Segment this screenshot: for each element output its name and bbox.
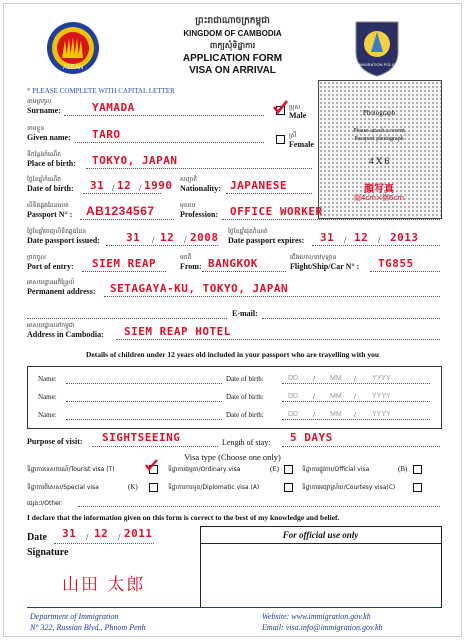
entry-label: Port of entry: [27,262,74,271]
permanent-label: Permanent address: [27,287,96,296]
stay-value[interactable]: 5 DAYS [290,431,333,444]
photo-kanji: 顔写真 [364,184,394,195]
pob-line [86,168,312,169]
header-khmer-form: ពាក្យសុំទិដ្ឋាការ [209,41,256,50]
male-label: Male [289,111,307,120]
child-2-name-line [66,401,222,402]
email-line-left [27,318,227,319]
visa-official-code: (B) [398,465,408,473]
child-2-yyyy[interactable]: YYYY [372,393,391,400]
flight-value[interactable]: TG855 [378,257,414,270]
visa-diplomatic-checkbox[interactable] [284,483,293,492]
nationality-label: Nationality: [180,184,221,193]
issued-slash-1: / [152,235,155,245]
profession-khmer: មុខរបរ [180,202,196,209]
expires-year[interactable]: 2013 [390,231,419,244]
visa-special-label: ទិដ្ឋាការពិសេស/Special visa [27,484,99,491]
visa-special-checkbox[interactable] [149,483,158,492]
entry-khmer: ច្រកចូល [27,254,46,261]
stay-line [282,446,440,447]
given-label: Given name: [27,133,71,142]
dob-month[interactable]: 12 [117,179,132,192]
pob-label: Place of birth: [27,159,76,168]
official-use-label: For official use only [282,530,359,540]
date-day[interactable]: 31 [62,527,77,540]
male-khmer: ប្រុស [289,104,301,111]
issued-day[interactable]: 31 [126,231,141,244]
form-title: APPLICATION FORM [182,53,283,64]
visa-heading: Visa type (Choose one only) [184,452,281,462]
from-label: From: [180,262,202,271]
flight-khmer: ជើងហោះ/នាវា/ឡាន [290,254,337,261]
dob-khmer: ថ្ងៃខែឆ្នាំកំណើត [27,176,61,183]
child-3-slash-2: / [354,411,356,419]
permanent-khmer: អាសយដ្ឋានអចិន្ត្រៃយ៍ [27,279,75,286]
passport-line [80,219,174,220]
visa-ordinary-label: ទិដ្ឋាការធម្មតា/Ordinary visa [168,466,241,473]
children-heading: Details of children under 12 years old included in your passport who are travelling with you [85,350,379,359]
expires-month[interactable]: 12 [354,231,369,244]
stay-label: Length of stay: [222,438,271,447]
permanent-value[interactable]: SETAGAYA-KU, TOKYO, JAPAN [110,282,289,295]
child-2-dob-label: Date of birth: [226,393,264,401]
child-3-yyyy[interactable]: YYYY [372,411,391,418]
from-khmer: មកពី [180,254,192,261]
purpose-value[interactable]: SIGHTSEEING [102,431,181,444]
child-3-dob-label: Date of birth: [226,411,264,419]
footer-rule [27,607,440,608]
address-cambodia-line [116,339,440,340]
declaration: I declare that the information given on this form is correct to the best of my knowledge and belief. [27,513,340,522]
signature-value[interactable]: 山田 太郎 [62,575,146,595]
visa-courtesy-label: ទិដ្ឋាការអធ្យាស្រ័យ/Courtesy visa(C) [302,484,396,491]
visa-ordinary-checkbox[interactable] [284,465,293,474]
child-3-name-label: Name: [38,411,57,419]
profession-line [222,219,440,220]
address-cambodia-label: Address in Cambodia: [27,330,104,339]
date-label: Date [27,532,47,543]
dob-slash-2: / [139,183,142,193]
capital-letter-notice: * PLEASE COMPLETE WITH CAPITAL LETTER [27,87,175,95]
child-2-name-label: Name: [38,393,57,401]
email-line-right [262,318,440,319]
tourist-checkmark-icon [144,458,158,472]
dob-line [83,193,161,194]
signature-label: Signature [27,547,69,558]
issued-slash-2: / [184,235,187,245]
issued-khmer: ថ្ងៃខែឆ្នាំចេញលិខិតឆ្លងដែន [27,228,87,235]
profession-value[interactable]: OFFICE WORKER [230,205,323,218]
date-month[interactable]: 12 [94,527,109,540]
email-label: E-mail: [232,309,258,318]
visa-official-checkbox[interactable] [413,465,422,474]
dob-day[interactable]: 31 [90,179,105,192]
visa-official-label: ទិដ្ឋាការផ្លូវការ/Official visa [302,466,370,473]
pob-khmer: ទីកន្លែងកំណើត [27,151,61,158]
asean-text: ASEAN [62,65,84,71]
header-khmer-kingdom: ព្រះរាជាណាចក្រកម្ពុជា [195,16,270,26]
child-1-mm[interactable]: MM [330,375,342,382]
photo-size-jp: 縦4cm×横6cm [353,194,405,202]
profession-label: Profession: [180,210,219,219]
surname-line [64,115,264,116]
nationality-khmer: សញ្ជាតិ [180,176,198,183]
child-1-yyyy[interactable]: YYYY [372,375,391,382]
child-2-dob-line [282,401,430,402]
visa-ordinary-code: (E) [270,465,279,473]
visa-courtesy-checkbox[interactable] [413,483,422,492]
passport-label: Passport N° : [27,210,73,219]
child-2-dd[interactable]: DD [288,393,299,400]
purpose-line [92,446,218,447]
surname-khmer: នាមត្រកូល [27,98,52,105]
nationality-value[interactable]: JAPANESE [230,179,287,192]
footer-email[interactable]: Email: visa.info@immigration.gov.kh [262,623,383,632]
issued-year[interactable]: 2008 [190,231,219,244]
child-2-mm[interactable]: MM [330,393,342,400]
photo-note-2: Passport photograph [354,136,404,142]
given-value[interactable]: TARO [92,128,121,141]
child-1-slash-1: / [313,375,315,383]
surname-value[interactable]: YAMADA [92,101,135,114]
given-line [75,142,264,143]
visa-other-line [78,506,440,507]
from-line [202,271,286,272]
nationality-line [226,193,312,194]
flight-label: Flight/Ship/Car N° : [290,262,360,271]
expires-line [312,245,440,246]
address-cambodia-value[interactable]: SIEM REAP HOTEL [124,325,231,338]
visa-tourist-label: ទិដ្ឋាការទេសចរណ៍/Tourist visa (T) [27,466,115,473]
passport-value[interactable]: AB1234567 [86,204,155,218]
purpose-label: Purpose of visit: [27,437,83,446]
child-3-slash-1: / [313,411,315,419]
child-2-slash-1: / [313,393,315,401]
pob-value[interactable]: TOKYO, JAPAN [92,154,178,167]
expires-slash-1: / [344,235,347,245]
issued-month[interactable]: 12 [160,231,175,244]
surname-label: Surname: [27,106,61,115]
from-value[interactable]: BANGKOK [208,257,258,270]
footer-website[interactable]: Website: www.immigration.gov.kh [262,612,371,621]
dob-year[interactable]: 1990 [144,179,173,192]
dob-label: Date of birth: [27,184,74,193]
issued-line [106,245,218,246]
official-use-header-rule [200,543,441,544]
entry-line [82,271,166,272]
entry-value[interactable]: SIEM REAP [92,257,157,270]
flight-line [370,271,440,272]
female-khmer: ស្រី [289,132,297,139]
visa-special-code: (K) [128,483,138,491]
child-2-slash-2: / [354,393,356,401]
date-line [54,543,154,544]
child-1-name-line [66,383,222,384]
photo-note-1: Please attach a recent [353,128,405,134]
permanent-line [104,296,440,297]
police-badge-text: IMMIGRATION POLICE [355,62,399,67]
expires-khmer: ថ្ងៃខែឆ្នាំផុតកំណត់ [228,228,268,235]
passport-khmer: លិខិតឆ្លងដែនលេខ [27,202,69,209]
child-1-dob-label: Date of birth: [226,375,264,383]
footer-department: Department of Immigration [30,612,119,621]
issued-label: Date passport issued: [27,236,100,245]
expires-label: Date passport expires: [228,236,305,245]
photo-title: Photograph [362,109,396,117]
address-cambodia-khmer: អាសយដ្ឋាននៅកម្ពុជា [27,322,75,329]
child-3-mm[interactable]: MM [330,411,342,418]
date-slash-1: / [86,532,89,542]
expires-slash-2: / [378,235,381,245]
visa-other-label: ផ្សេងៗ/Other [27,500,62,507]
child-1-dob-line [282,383,430,384]
child-3-dob-line [282,419,430,420]
child-1-name-label: Name: [38,375,57,383]
child-3-dd[interactable]: DD [288,411,299,418]
header-kingdom: KINGDOM OF CAMBODIA [183,29,282,38]
visa-diplomatic-label: ទិដ្ឋាការការទូត/Diplomatic visa (A) [168,484,260,491]
female-checkbox[interactable] [276,135,285,144]
photo-size: 4 X 6 [369,156,389,166]
footer-address: N° 322, Russian Blvd., Phnom Penh [30,623,146,632]
dob-slash-1: / [112,183,115,193]
given-khmer: នាមខ្លួន [27,125,45,132]
expires-day[interactable]: 31 [320,231,335,244]
child-1-slash-2: / [354,375,356,383]
child-3-name-line [66,419,222,420]
date-slash-2: / [118,532,121,542]
male-checkmark-icon [272,99,288,115]
date-year[interactable]: 2011 [124,527,153,540]
female-label: Female [289,140,314,149]
child-1-dd[interactable]: DD [288,375,299,382]
form-subtitle: VISA ON ARRIVAL [189,65,276,76]
